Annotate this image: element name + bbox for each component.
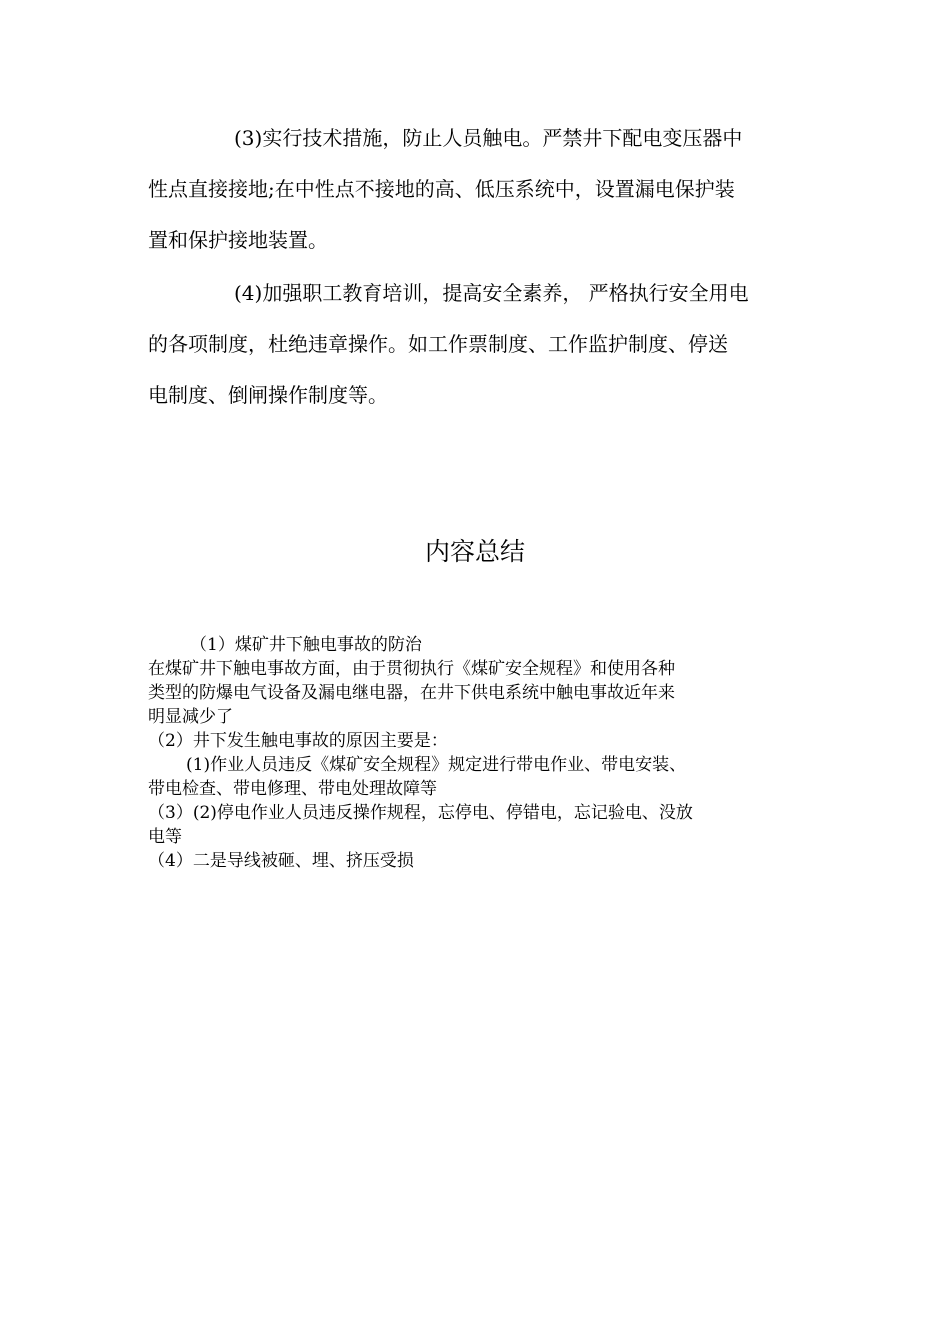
summary-line: （3）(2)停电作业人员违反操作规程，忘停电、停错电，忘记验电、没放 [148,803,693,823]
paragraph-line: 电制度、倒闸操作制度等。 [148,383,388,407]
summary-line: 明显减少了 [148,707,233,727]
paragraph-3 [148,126,808,279]
summary-title: 内容总结 [424,537,525,566]
summary-line: 在煤矿井下触电事故方面，由于贯彻执行《煤矿安全规程》和使用各种 [148,659,675,679]
summary-line: （1）煤矿井下触电事故的防治 [190,635,422,655]
paragraph-line: (4)加强职工教育培训，提高安全素养， 严格执行安全用电 [234,281,749,305]
paragraph-line: 的各项制度，杜绝违章操作。如工作票制度、工作监护制度、停送 [148,332,728,356]
paragraph-line: (3)实行技术措施，防止人员触电。严禁井下配电变压器中 [234,126,743,150]
summary-line: (1)作业人员违反《煤矿安全规程》规定进行带电作业、带电安装、 [186,755,687,775]
paragraph-line: 置和保护接地装置。 [148,228,328,252]
summary-list [148,634,808,874]
summary-line: 类型的防爆电气设备及漏电继电器，在井下供电系统中触电事故近年来 [148,683,675,703]
summary-line: 带电检查、带电修理、带电处理故障等 [148,779,437,799]
summary-line: （2）井下发生触电事故的原因主要是： [148,731,448,751]
paragraph-line: 性点直接接地;在中性点不接地的高、低压系统中，设置漏电保护装 [148,177,735,201]
summary-line: 电等 [148,827,182,847]
summary-line: （4）二是导线被砸、埋、挤压受损 [148,851,414,871]
paragraph-4 [148,281,808,434]
